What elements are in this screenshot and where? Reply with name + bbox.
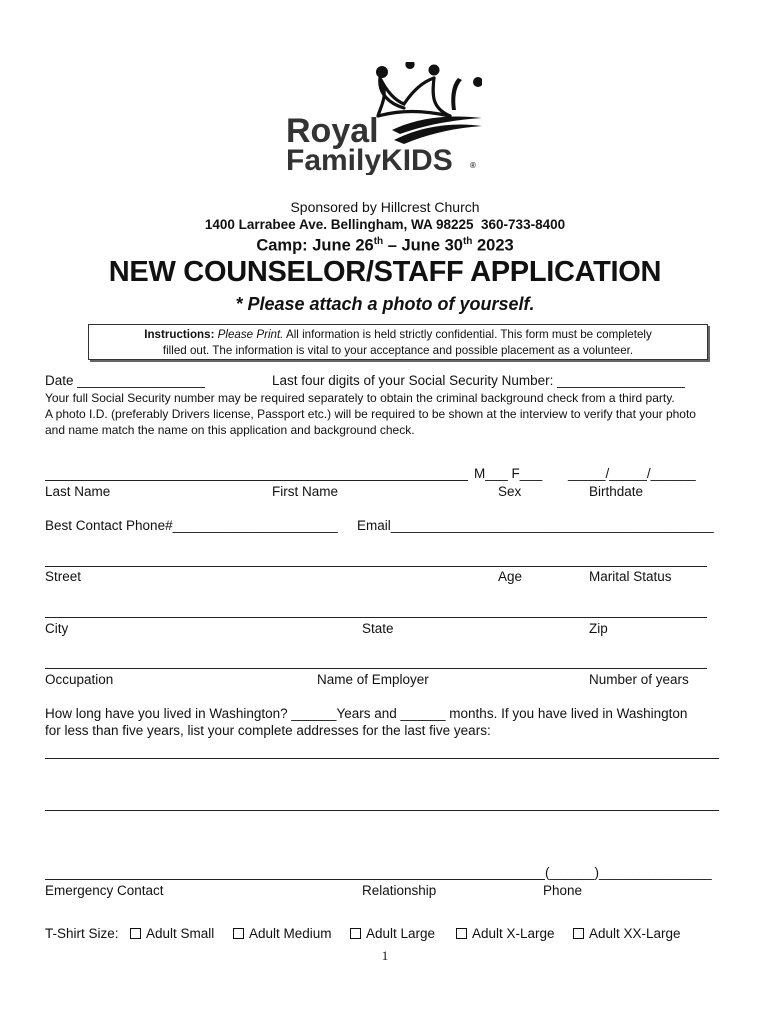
occupation-label: Occupation <box>45 672 114 687</box>
photo-note: * Please attach a photo of yourself. <box>235 294 535 314</box>
instructions-box <box>88 324 708 360</box>
street-label: Street <box>45 569 82 584</box>
emergency-contact-line[interactable] <box>45 879 545 880</box>
marital-status-label: Marital Status <box>589 569 672 584</box>
tshirt-option-label: Adult Medium <box>249 926 332 941</box>
camp-start-suffix: th <box>373 236 384 247</box>
zip-label: Zip <box>589 621 608 636</box>
tshirt-option-label: Adult Small <box>146 926 215 941</box>
crown-icon <box>282 60 482 175</box>
age-label: Age <box>498 569 523 584</box>
instructions-text2: filled out. The information is vital to your acceptance and possible placement as a volunteer. <box>162 344 634 357</box>
tshirt-size-label: T-Shirt Size: <box>45 926 119 941</box>
tshirt-option-label: Adult X-Large <box>472 926 555 941</box>
camp-dates <box>0 236 770 256</box>
phone-label: Phone <box>543 883 583 898</box>
instructions-label: Instructions: <box>144 328 215 341</box>
phone-field[interactable]: Best Contact Phone#______________________ <box>45 518 338 533</box>
address-line-2[interactable] <box>45 810 719 811</box>
last-name-label: Last Name <box>45 484 111 499</box>
address-line <box>0 217 770 232</box>
page-number: 1 <box>381 948 389 963</box>
city-label: City <box>45 621 69 636</box>
camp-end-suffix: th <box>462 236 473 247</box>
tshirt-option-xxlarge[interactable] <box>573 926 681 941</box>
birthdate-field[interactable]: _____/_____/______ <box>568 466 696 481</box>
camp-start: Camp: June 26 <box>256 236 374 255</box>
checkbox-icon[interactable] <box>350 928 361 939</box>
employer-label: Name of Employer <box>317 672 429 687</box>
instructions-text1: All information is held strictly confidential. This form must be completely <box>283 328 652 341</box>
checkbox-icon[interactable] <box>130 928 141 939</box>
checkbox-icon[interactable] <box>573 928 584 939</box>
ssn-note-1: Your full Social Security number may be required separately to obtain the criminal background check from a third party. <box>45 391 675 405</box>
email-field[interactable]: Email___________________________________________ <box>357 518 714 533</box>
years-label: Number of years <box>589 672 689 687</box>
birthdate-label: Birthdate <box>589 484 644 499</box>
washington-question-2: for less than five years, list your complete addresses for the last five years: <box>45 723 491 738</box>
instructions-line1 <box>89 327 707 343</box>
tshirt-option-medium[interactable] <box>233 926 332 941</box>
relationship-label: Relationship <box>362 883 437 898</box>
sex-field[interactable]: M___ F___ <box>474 466 543 481</box>
church-address: 1400 Larrabee Ave. Bellingham, WA 98225 <box>204 217 474 232</box>
royal-family-kids-logo <box>282 60 482 175</box>
camp-end: – June 30 <box>383 236 463 255</box>
state-label: State <box>362 621 394 636</box>
checkbox-icon[interactable] <box>456 928 467 939</box>
checkbox-icon[interactable] <box>233 928 244 939</box>
tshirt-option-large[interactable] <box>350 926 435 941</box>
church-phone: 360-733-8400 <box>481 217 566 232</box>
city-line[interactable] <box>45 617 707 618</box>
address-line-1[interactable] <box>45 758 719 759</box>
page-title: NEW COUNSELOR/STAFF APPLICATION <box>108 256 662 288</box>
ssn-field[interactable]: Last four digits of your Social Security Number: _________________ <box>272 373 685 388</box>
ssn-note-3: and name match the name on this application and background check. <box>45 423 415 437</box>
sponsor-line: Sponsored by Hillcrest Church <box>290 199 480 215</box>
logo-line2: FamilyKIDS <box>286 144 453 175</box>
tshirt-option-label: Adult XX-Large <box>589 926 681 941</box>
street-line[interactable] <box>45 566 707 567</box>
washington-question-1: How long have you lived in Washington? ______Years and ______ months. If you have lived in Washington <box>45 706 688 721</box>
ssn-note-2: A photo I.D. (preferably Drivers license, Passport etc.) will be required to be shown at the interview to verify that your photo <box>45 407 696 421</box>
tshirt-option-small[interactable] <box>130 926 214 941</box>
instructions-print: Please Print. <box>214 328 284 341</box>
date-field[interactable]: Date _________________ <box>45 373 205 388</box>
name-line[interactable] <box>45 480 468 481</box>
emergency-contact-label: Emergency Contact <box>45 883 164 898</box>
emergency-phone-field[interactable]: (______)_______________ <box>545 865 712 880</box>
camp-year: 2023 <box>472 236 514 255</box>
sex-label: Sex <box>498 484 522 499</box>
logo-registered: ® <box>470 161 476 170</box>
tshirt-option-xlarge[interactable] <box>456 926 555 941</box>
logo-line1: Royal <box>286 112 379 150</box>
first-name-label: First Name <box>272 484 339 499</box>
tshirt-option-label: Adult Large <box>366 926 436 941</box>
occupation-line[interactable] <box>45 668 707 669</box>
